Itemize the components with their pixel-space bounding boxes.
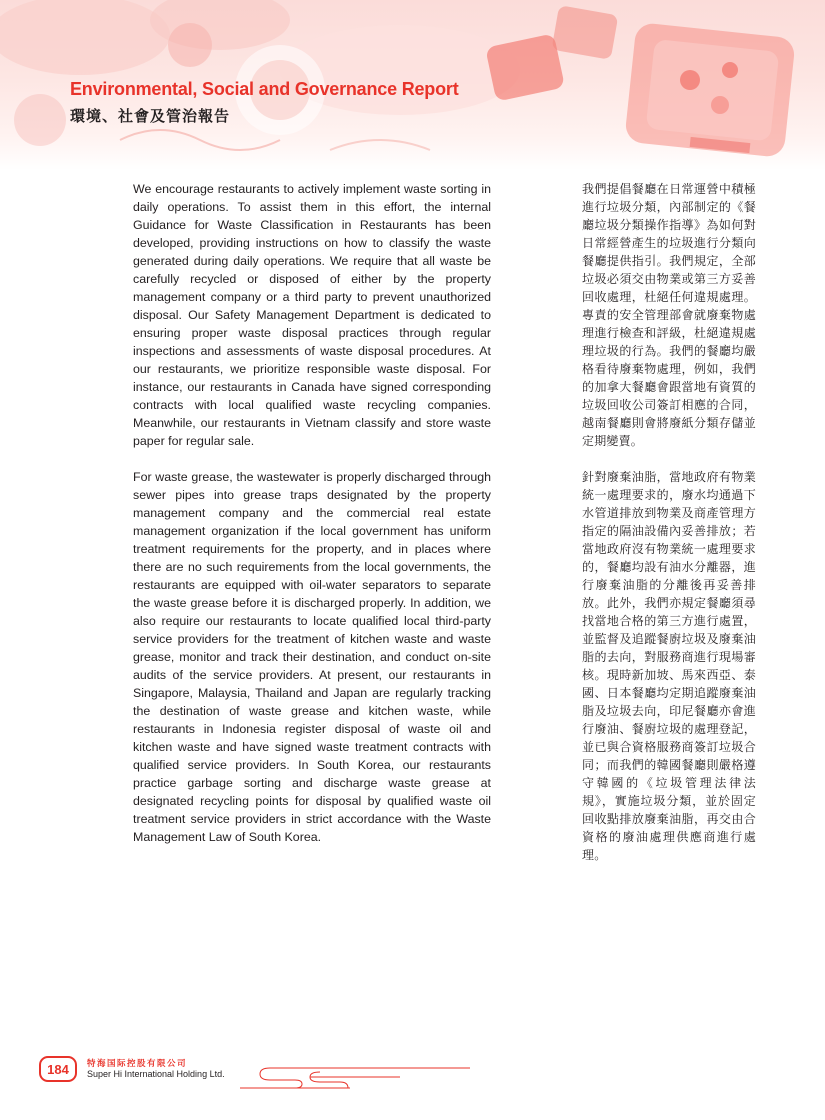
- company-name-zh: 特海国际控股有限公司: [87, 1059, 188, 1069]
- zh-paragraph-waste-grease: 針對廢棄油脂，當地政府有物業統一處理要求的，廢水均通過下水管道排放到物業及商產管理方指定的隔油設備內妥善排放；若當地政府沒有物業統一處理要求的，餐廳均設有油水分離器，進行廢棄油脂的分離後再妥善排放。此外，我們亦規定餐廳須尋找當地合格的第三方進行處置，並監督及追蹤餐廚垃圾及廢棄油脂的去向，對服務商進行現場審核。現時新加坡、馬來西亞、泰國、日本餐廳均定期追蹤廢棄油脂及垃圾去向，印尼餐廳亦會進行廢油、餐廚垃圾的處理登記，並已與合資格服務商簽訂垃圾合同；而我們的韓國餐廳則嚴格遵守韓國的《垃圾管理法律法規》，實施垃圾分類，並於固定回收點排放廢棄油脂，再交由合資格的廢油處理供應商進行處理。: [582, 470, 756, 862]
- header-banner: [0, 0, 825, 170]
- english-column: [133, 180, 491, 864]
- zh-paragraph-waste-sorting: 我們提倡餐廳在日常運營中積極進行垃圾分類，內部制定的《餐廳垃圾分類操作指導》為如何對日常經營產生的垃圾進行分類向餐廳提供指引。我們規定，全部垃圾必須交由物業或第三方妥善回收處理，杜絕任何違規處理。專責的安全管理部會就廢棄物處理進行檢查和評級，杜絕違規處理垃圾的行為。我們的餐廳均嚴格看待廢棄物處理，例如，我們的加拿大餐廳會跟當地有資質的垃圾回收公司簽訂相應的合同，越南餐廳則會將廢紙分類存儲並定期變賣。: [582, 182, 756, 448]
- footer-wave-decoration: [240, 1062, 475, 1096]
- chinese-column: [582, 180, 756, 882]
- company-name-en: Super Hi International Holding Ltd.: [87, 1069, 225, 1079]
- report-title-en: Environmental, Social and Governance Report: [70, 79, 459, 99]
- en-paragraph-waste-grease: For waste grease, the wastewater is properly discharged through sewer pipes into grease traps designated by the property management company and the commercial real estate management organization if the local government has uniform treatment requirements for the property, and in places where there are no such requirements from the local governments, the restaurants are equipped with oil-water separators to separate the waste grease before it is discharged properly. In addition, we also require our restaurants to locate qualified local third-party service providers for the treatment of kitchen waste and waste grease, monitor and track their destination, and conduct on-site audits of the service providers. At present, our restaurants in Singapore, Malaysia, Thailand and Japan are regularly tracking the destination of waste grease and kitchen waste, while restaurants in Indonesia register disposal of waste oil and kitchen waste and have signed waste treatment contracts with qualified service providers. In South Korea, our restaurants practice garbage sorting and discharge waste grease at designated recycling points for disposal by qualified waste oil treatment service providers in strict accordance with the Waste Management Law of South Korea.: [133, 470, 491, 844]
- page-number-badge: [39, 1056, 77, 1082]
- page-number: 184: [47, 1061, 69, 1077]
- en-paragraph-waste-sorting: We encourage restaurants to actively implement waste sorting in daily operations. To assist them in this effort, the internal Guidance for Waste Classification in Restaurants has been developed, providing instructions on how to classify the waste generated during daily operations. We require that all waste be carefully recycled or disposed of either by the property management company or a third party to prevent unauthorized disposal. Our Safety Management Department is dedicated to ensuring proper waste disposal practices through regular inspections and assessments of waste disposal procedures. At our restaurants, we prioritize responsible waste disposal. For instance, our restaurants in Canada have signed corresponding contracts with local qualified waste recycling companies. Meanwhile, our restaurants in Vietnam classify and store waste paper for regular sale.: [133, 182, 491, 448]
- report-title-zh: 環境、社會及管治報告: [70, 107, 231, 125]
